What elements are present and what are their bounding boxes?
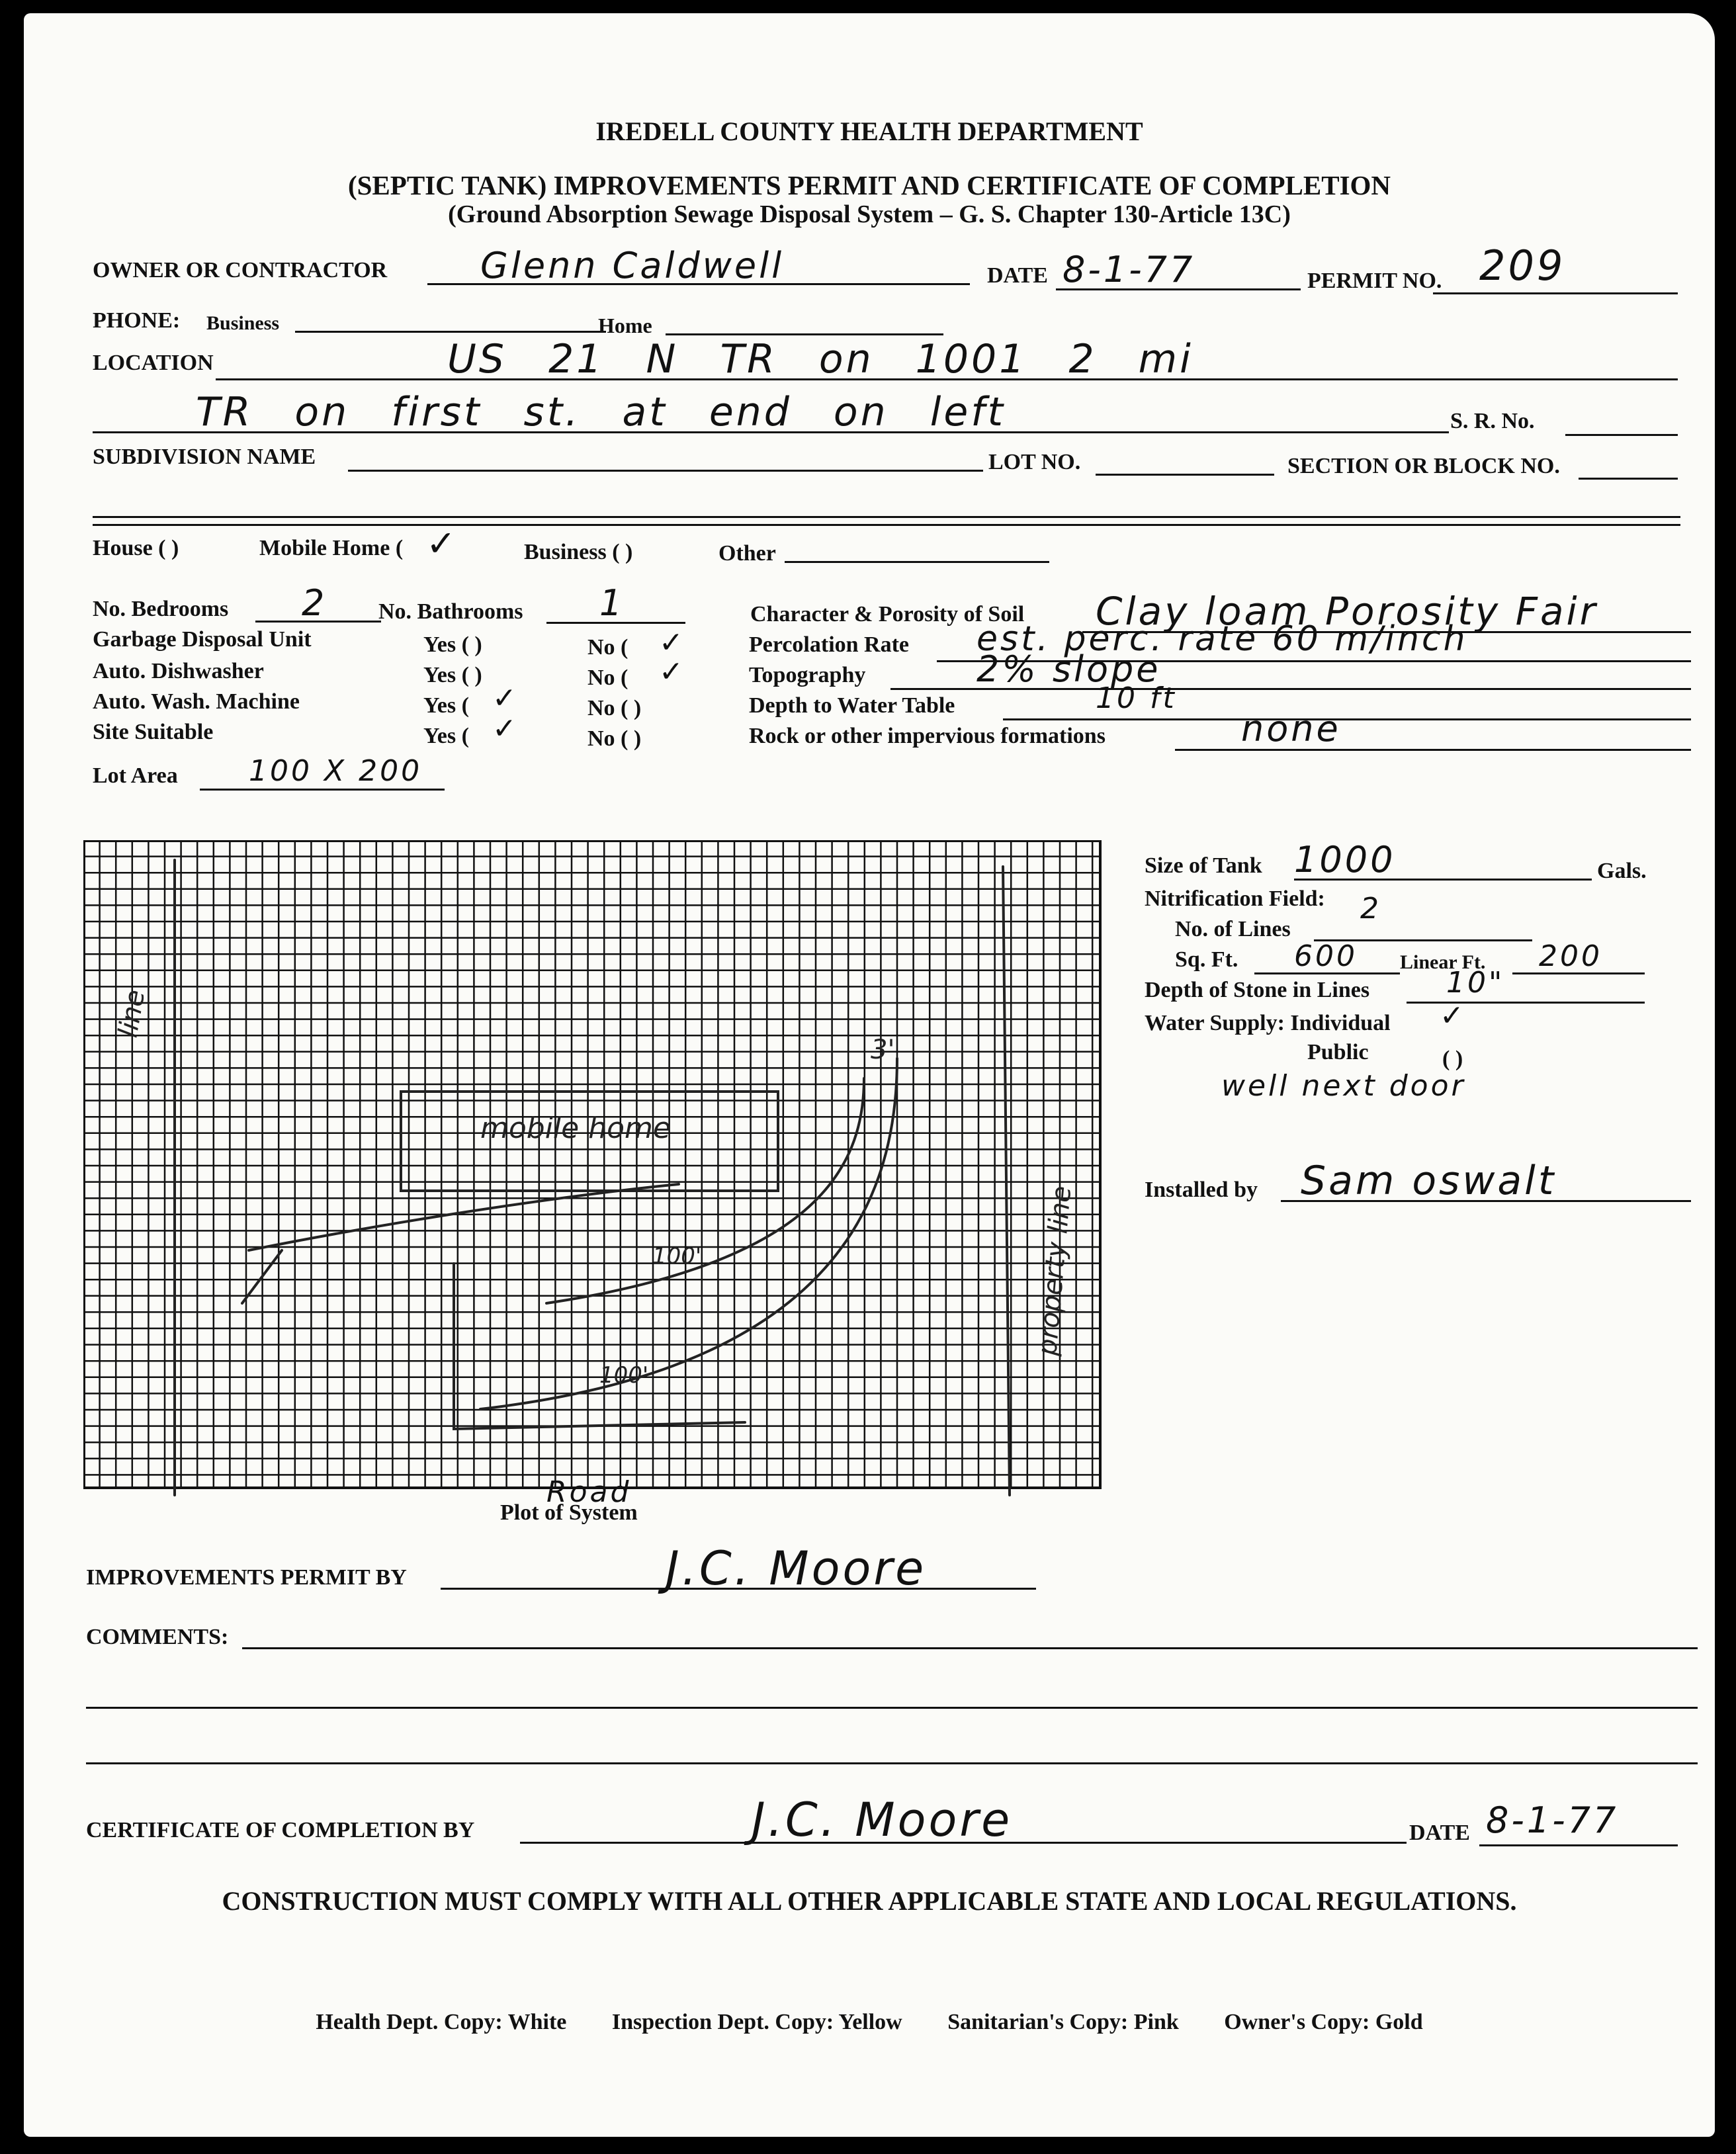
divider-rule-1	[93, 516, 1680, 518]
site-suitable-yes-check: ✓	[492, 712, 519, 746]
phone-label: PHONE:	[93, 308, 181, 333]
public-box: ( )	[1442, 1047, 1463, 1071]
other-option: Other	[718, 541, 776, 566]
rock-label: Rock or other impervious formations	[749, 724, 1106, 748]
owner-value: Glenn Caldwell	[480, 245, 785, 286]
lot-area-line	[200, 789, 445, 791]
water-table-value: 10 ft	[1096, 681, 1177, 715]
comments-line-1	[242, 1647, 1698, 1649]
dishwasher-yes: Yes ( )	[423, 663, 482, 687]
lot-area-label: Lot Area	[93, 763, 178, 788]
date-label: DATE	[987, 263, 1048, 288]
sanitarian-copy: Sanitarian's Copy: Pink	[947, 2010, 1179, 2034]
lot-area-value: 100 X 200	[249, 754, 423, 788]
dishwasher-label: Auto. Dishwasher	[93, 659, 264, 683]
comments-line-2	[86, 1707, 1698, 1709]
plot-dim-100b: 100'	[599, 1362, 649, 1389]
permit-line	[1433, 292, 1678, 294]
tank-size-value: 1000	[1294, 839, 1396, 881]
installed-by-value: Sam oswalt	[1301, 1158, 1557, 1204]
plot-caption: Plot of System	[500, 1500, 638, 1525]
wash-machine-no: No ( )	[587, 696, 642, 720]
location-line2-value: TR on first st. at end on left	[196, 389, 1006, 435]
lines-label: No. of Lines	[1175, 917, 1291, 941]
wash-machine-label: Auto. Wash. Machine	[93, 689, 300, 714]
site-suitable-yes: Yes (	[423, 724, 469, 748]
rock-value: none	[1241, 708, 1341, 750]
plot-of-system-grid	[83, 840, 1102, 1502]
form-title: (SEPTIC TANK) IMPROVEMENTS PERMIT AND CERTIFICATE OF COMPLETION	[347, 170, 1391, 200]
form-subtitle: (Ground Absorption Sewage Disposal System – G. S. Chapter 130-Article 13C)	[448, 200, 1291, 228]
comments-line-3	[86, 1762, 1698, 1764]
home-phone-line	[666, 333, 943, 335]
perc-rate-value: est. perc. rate 60 m/inch	[976, 619, 1468, 659]
garbage-no-check: ✓	[659, 626, 686, 660]
sqft-label: Sq. Ft.	[1175, 947, 1238, 972]
date-value: 8-1-77	[1063, 249, 1195, 290]
installed-by-label: Installed by	[1145, 1178, 1258, 1202]
soil-character-value: Clay loam Porosity Fair	[1096, 589, 1598, 634]
permit-label: PERMIT NO.	[1307, 269, 1442, 293]
home-phone-label: Home	[598, 314, 652, 337]
lines-value: 2	[1360, 892, 1381, 926]
water-supply-label: Water Supply: Individual	[1145, 1011, 1391, 1035]
garbage-label: Garbage Disposal Unit	[93, 627, 312, 652]
business-option: Business ( )	[524, 540, 633, 564]
water-note: well next door	[1221, 1069, 1466, 1103]
right-property-line	[1003, 867, 1010, 1495]
sqft-value: 600	[1294, 939, 1358, 973]
comments-label: COMMENTS:	[86, 1625, 229, 1649]
perc-rate-label: Percolation Rate	[749, 632, 910, 657]
location-line1-value: US 21 N TR on 1001 2 mi	[447, 336, 1194, 382]
drain-line-1	[249, 1184, 679, 1250]
topography-label: Topography	[749, 663, 866, 687]
water-supply-individual-check: ✓	[1440, 999, 1467, 1033]
lot-no-label: LOT NO.	[988, 450, 1081, 474]
compliance-notice: CONSTRUCTION MUST COMPLY WITH ALL OTHER APPLICABLE STATE AND LOCAL REGULATIONS.	[222, 1886, 1517, 1916]
water-table-label: Depth to Water Table	[749, 693, 955, 718]
mobile-home-check: ✓	[426, 523, 459, 564]
inspection-copy: Inspection Dept. Copy: Yellow	[611, 2010, 902, 2034]
other-line	[785, 561, 1049, 563]
owner-copy: Owner's Copy: Gold	[1224, 2010, 1423, 2034]
nitrification-label: Nitrification Field:	[1145, 886, 1325, 911]
divider-rule-2	[93, 524, 1680, 526]
sr-line	[1565, 434, 1678, 436]
soil-character-label: Character & Porosity of Soil	[750, 602, 1025, 626]
topography-value: 2% slope	[976, 648, 1161, 690]
plot-dim-top: 3'	[871, 1035, 895, 1065]
site-suitable-label: Site Suitable	[93, 720, 214, 744]
section-line	[1579, 478, 1678, 480]
garbage-no: No (	[587, 635, 629, 660]
certificate-date-line	[1479, 1844, 1678, 1846]
bedrooms-value: 2	[302, 582, 327, 624]
wash-machine-yes: Yes (	[423, 693, 469, 718]
permit-value: 209	[1479, 241, 1566, 290]
wash-machine-yes-check: ✓	[492, 681, 519, 715]
subdivision-label: SUBDIVISION NAME	[93, 445, 316, 469]
plot-left-side-label: line	[112, 987, 152, 1040]
tank-gals-label: Gals.	[1597, 859, 1647, 883]
linear-ft-label: Linear Ft.	[1400, 951, 1486, 973]
bedrooms-label: No. Bedrooms	[93, 597, 229, 621]
stone-depth-label: Depth of Stone in Lines	[1145, 978, 1370, 1002]
location-label: LOCATION	[93, 351, 214, 375]
site-suitable-no: No ( )	[587, 726, 642, 751]
permit-document	[24, 13, 1715, 2137]
sr-label: S. R. No.	[1450, 409, 1535, 433]
bathrooms-label: No. Bathrooms	[378, 599, 523, 624]
department-name: IREDELL COUNTY HEALTH DEPARTMENT	[595, 116, 1143, 146]
water-table-line	[1003, 718, 1691, 720]
house-option: House ( )	[93, 536, 179, 560]
subdivision-line	[348, 470, 983, 472]
bathrooms-value: 1	[599, 582, 625, 624]
section-label: SECTION OR BLOCK NO.	[1287, 454, 1560, 478]
dishwasher-no-check: ✓	[659, 655, 686, 689]
owner-label: OWNER OR CONTRACTOR	[93, 258, 388, 282]
garbage-yes: Yes ( )	[423, 632, 482, 657]
improvements-permit-label: IMPROVEMENTS PERMIT BY	[86, 1565, 407, 1590]
plot-right-side-label: property line	[1032, 1184, 1078, 1357]
certificate-signature: J.C. Moore	[752, 1793, 1013, 1847]
certificate-date-value: 8-1-77	[1486, 1799, 1619, 1841]
certificate-label: CERTIFICATE OF COMPLETION BY	[86, 1818, 475, 1842]
business-phone-label: Business	[206, 312, 280, 334]
tank-size-label: Size of Tank	[1145, 853, 1262, 878]
public-label: Public	[1307, 1040, 1369, 1064]
dishwasher-no: No (	[587, 666, 629, 690]
copy-distribution	[24, 2010, 1715, 2035]
plot-mobile-home-label: mobile home	[480, 1111, 671, 1145]
business-phone-line	[295, 331, 606, 333]
certificate-date-label: DATE	[1409, 1821, 1470, 1845]
plot-road-label: Road	[546, 1475, 632, 1509]
plot-dim-100a: 100'	[652, 1243, 702, 1270]
health-copy: Health Dept. Copy: White	[316, 2010, 567, 2034]
stone-depth-value: 10"	[1446, 966, 1505, 1000]
improvements-permit-signature: J.C. Moore	[666, 1541, 927, 1596]
linear-ft-value: 200	[1539, 939, 1602, 973]
lot-no-line	[1096, 474, 1274, 476]
mobile-home-option: Mobile Home (	[259, 536, 404, 560]
